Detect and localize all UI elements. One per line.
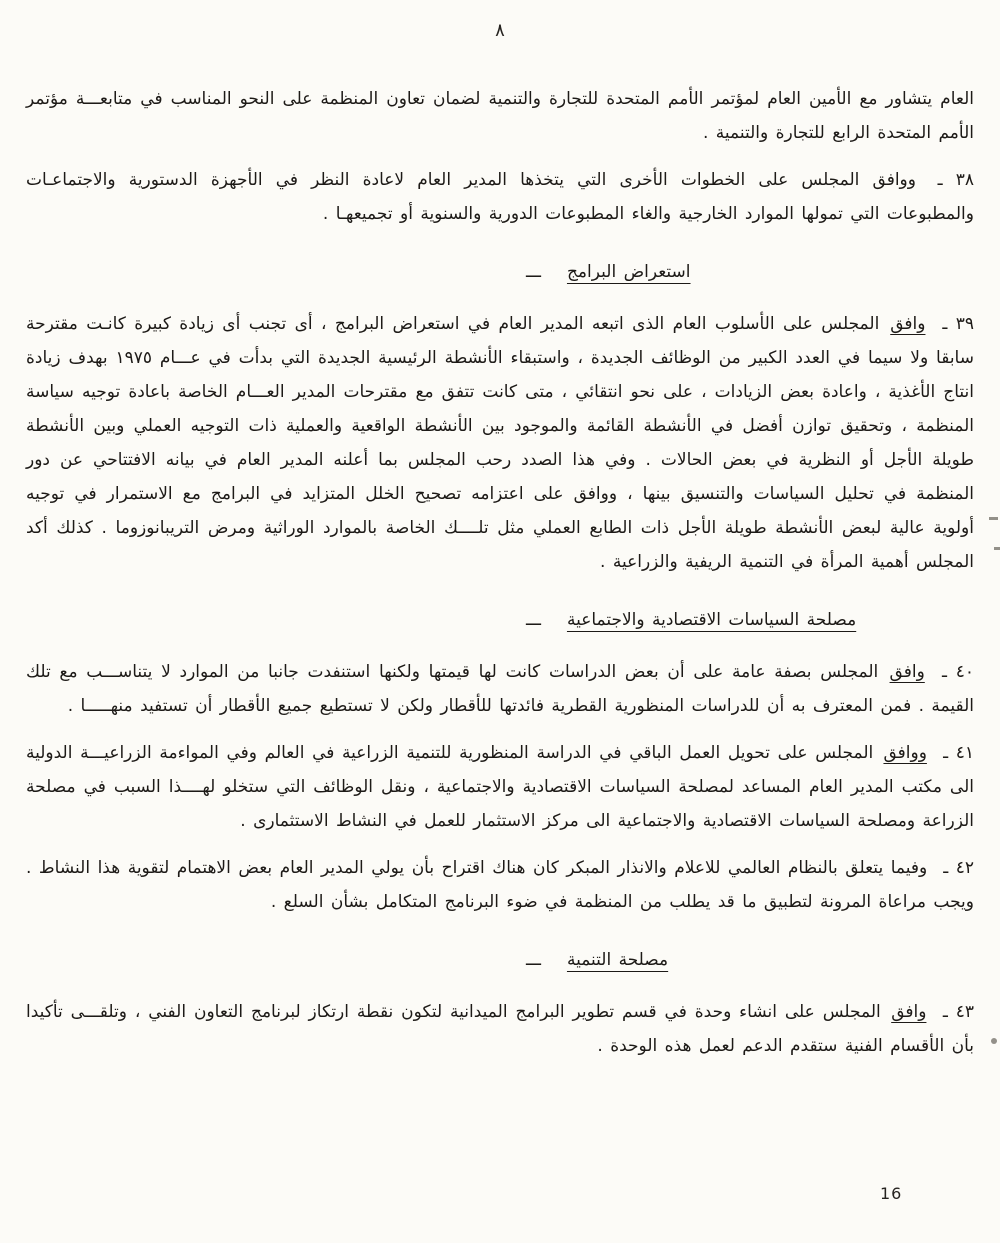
paragraph-43-text: المجلس على انشاء وحدة في قسم تطوير البرامج الميدانية لتكون نقطة ارتكاز لبرنامج التعاون الفني ، وتلقـــى تأكيدا بأن الأقسام الفنية ستقدم الدعم لعمل هذه الوحدة . [26, 1002, 974, 1056]
paragraph-40-text: المجلس بصفة عامة على أن بعض الدراسات كانت لها قيمتها ولكنها استنفدت جانبا من الموارد لا يتناســـب مع تلك القيمة . فمن المعترف به أن للدراسات المنظورية القطرية فائدتها للأقطار ولكن لا تستطيع جميع الأقطار أن تستفيد منهـــــا . [26, 662, 974, 716]
dash-marker-icon: ـــ [526, 950, 541, 970]
document-body [26, 82, 974, 1076]
paragraph-41-lead-underlined: ووافق [883, 743, 927, 763]
paragraph-41 [26, 736, 974, 838]
page-number-top: ٨ [495, 20, 505, 41]
paragraph-39-lead-underlined: وافق [890, 314, 926, 334]
paragraph-38 [26, 163, 974, 231]
paragraph-intro-text: العام يتشاور مع الأمين العام لمؤتمر الأمم المتحدة للتجارة والتنمية لضمان تعاون المنظمة على النحو المناسب في متابعـــة مؤتمر الأمم المتحدة الرابع للتجارة والتنمية . [26, 89, 974, 143]
paragraph-38-number: ٣٨ ـ [937, 170, 975, 190]
paragraph-41-number: ٤١ ـ [943, 743, 974, 763]
paragraph-40 [26, 655, 974, 723]
paragraph-39 [26, 307, 974, 579]
paragraph-41-text: المجلس على تحويل العمل الباقي في الدراسة المنظورية للتنمية الزراعية في العالم وفي المواءمة الزراعيـــة الدولية الى مكتب المدير العام المساعد لمصلحة السياسات الاقتصادية والاجتماعية ، ونقل الوظائف التي ستخلو لهــــذا السبب في مصلحة الزراعة ومصلحة السياسات الاقتصادية والاجتماعية الى مركز الاستثمار للعمل في النشاط الاستثمارى . [26, 743, 974, 831]
dash-marker-icon: ـــ [526, 262, 541, 282]
paragraph-intro-continuation [26, 82, 974, 150]
section-heading-programme-review [526, 255, 974, 289]
paragraph-39-text: المجلس على الأسلوب العام الذى اتبعه المدير العام في استعراض البرامج ، أى تجنب أى زيادة كبيرة كانـت مقترحة سابقا ولا سيما في العدد الكبير من الوظائف الجديدة ، واستبقاء الأنشطة الرئيسية الجديدة التي بدأت في عـــام ١٩٧٥ بهدف زيادة انتاج الأغذية ، واعادة بعض الزيادات ، على نحو انتقائي ، متى كانت تتفق مع مقترحات المدير العـــام الخاصة باعادة توجيه سياسة المنظمة ، وتحقيق توازن أفضل في الأنشطة القائمة والموجود بين الأنشطة الواقعية والعملية ذات التوجيه العملي وبين الأنشطة طويلة الأجل أو النظرية في بعض الحالات . وفي هذا الصدد رحب المجلس بما أعلنه المدير العام في بيانه الافتتاحي عن دور المنظمة في تحليل السياسات والتنسيق بينها ، ووافق على اعتزامه تصحيح الخلل المتزايد في البرامج مع الاستمرار في توجيه أولوية عالية لبعض الأنشطة طويلة الأجل ذات الطابع العملي مثل تلــــك الخاصة بالموارد الوراثية ومرض التريبانوزوما . كذلك أكد المجلس أهمية المرأة في التنمية الريفية والزراعية . [26, 314, 974, 572]
page-number-bottom: 16 [880, 1184, 903, 1203]
paragraph-42 [26, 851, 974, 919]
section-heading-programme-review-text: استعراض البرامج [566, 262, 691, 282]
paragraph-42-number: ٤٢ ـ [943, 858, 975, 878]
dash-marker-icon: ـــ [526, 610, 541, 630]
section-heading-development-department [526, 943, 974, 977]
paragraph-40-number: ٤٠ ـ [942, 662, 975, 682]
paragraph-42-text: وفيما يتعلق بالنظام العالمي للاعلام والانذار المبكر كان هناك اقتراح بأن يولي المدير العام بعض الاهتمام لتقوية هذا النشاط . ويجب مراعاة المرونة لتطبيق ما قد يطلب من المنظمة في ضوء البرنامج المتكامل بشأن السلع . [26, 858, 974, 912]
paragraph-38-text: ووافق المجلس على الخطوات الأخرى التي يتخذها المدير العام لاعادة النظر في الأجهزة الدستورية والاجتماعـات والمطبوعات التي تمولها الموارد الخارجية والغاء المطبوعات الدورية والسنوية أو تجميعهـا . [26, 170, 974, 224]
scan-speck [991, 1038, 997, 1044]
paragraph-43-number: ٤٣ ـ [942, 1002, 974, 1022]
scan-speck [989, 517, 998, 520]
section-heading-economic-social-policy-text: مصلحة السياسات الاقتصادية والاجتماعية [566, 610, 857, 630]
section-heading-economic-social-policy [526, 603, 974, 637]
scan-speck [994, 547, 1000, 550]
paragraph-43 [26, 995, 974, 1063]
paragraph-39-number: ٣٩ ـ [942, 314, 975, 334]
section-heading-development-department-text: مصلحة التنمية [566, 950, 669, 970]
paragraph-43-lead-underlined: وافق [891, 1002, 927, 1022]
paragraph-40-lead-underlined: وافق [889, 662, 925, 682]
